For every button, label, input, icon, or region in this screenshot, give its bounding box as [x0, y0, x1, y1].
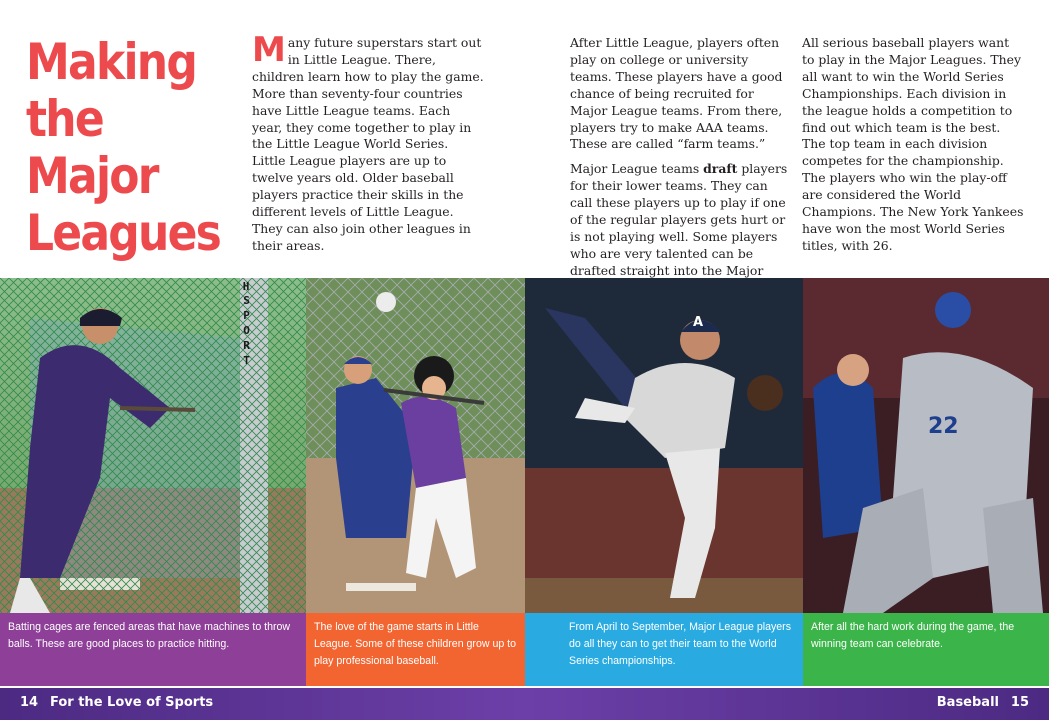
draft-term: draft: [703, 161, 738, 177]
text-column-3: [802, 35, 1024, 263]
caption-little-league: The love of the game starts in Little League. Some of these children grow up to play professional baseball.: [306, 613, 525, 686]
caption-celebration: After all the hard work during the game, the winning team can celebrate.: [803, 613, 1049, 686]
cage-sign: [236, 280, 256, 373]
left-page-number: 14: [20, 695, 39, 710]
photo-batting-cage: [0, 278, 306, 613]
page-title: Making the Major Leagues: [26, 33, 221, 262]
footer-bar: [0, 688, 1049, 720]
photo-little-league: [306, 278, 525, 613]
text-column-1: [252, 30, 484, 263]
column2-paragraph-2: [570, 161, 788, 296]
right-running-title: Baseball: [936, 695, 999, 710]
column1-text: any future superstars start out in Little League. There, children learn how to play the game. More than seventy-four countries have Little League teams. Each year, they come together to play in the Little League World Series. Little League players are up to twelve years old. Older baseball players practice their skills in the different levels of Little League. They can also join other leagues in their areas.: [252, 35, 484, 253]
photo-celebration: [803, 278, 1049, 613]
caption-batting-cage: Batting cages are fenced areas that have machines to throw balls. These are good places to practice hitting.: [0, 613, 306, 686]
cage-sign-text: SPORT: [240, 294, 253, 369]
right-page-number: 15: [1010, 695, 1029, 710]
column3-paragraph-1: All serious baseball players want to play in the Major Leagues. They all want to win the World Series Championships. Each division in the league holds a competition to find out which team is the best. The top team in each division competes for the championship. The players who win the play-off are considered the World Champions. The New York Yankees have won the most World Series titles, with 26.: [802, 35, 1024, 253]
left-running-title: For the Love of Sports: [50, 695, 214, 710]
caption-pitcher: From April to September, Major League players do all they can to get their team to the World Series championships.: [525, 613, 803, 686]
column2-paragraph-1: After Little League, players often play on college or university teams. These players have a good chance of being recruited for Major League teams. From there, players try to make AAA teams. These are called “farm teams.”: [570, 35, 783, 152]
jersey-number: 22: [928, 414, 959, 439]
photo-pitcher: [525, 278, 803, 613]
column2-p2-end: players for their lower teams. They can call these players up to play if one of the regular players gets hurt or is not playing well. Some players who are very talented can be drafted straight into the Major: [570, 161, 788, 278]
cap-logo: A: [693, 315, 704, 330]
cage-sign-prefix: H: [242, 280, 250, 293]
text-column-2: [570, 35, 788, 305]
drop-cap: M: [252, 30, 286, 70]
column2-p2-start: Major League teams: [570, 161, 704, 177]
